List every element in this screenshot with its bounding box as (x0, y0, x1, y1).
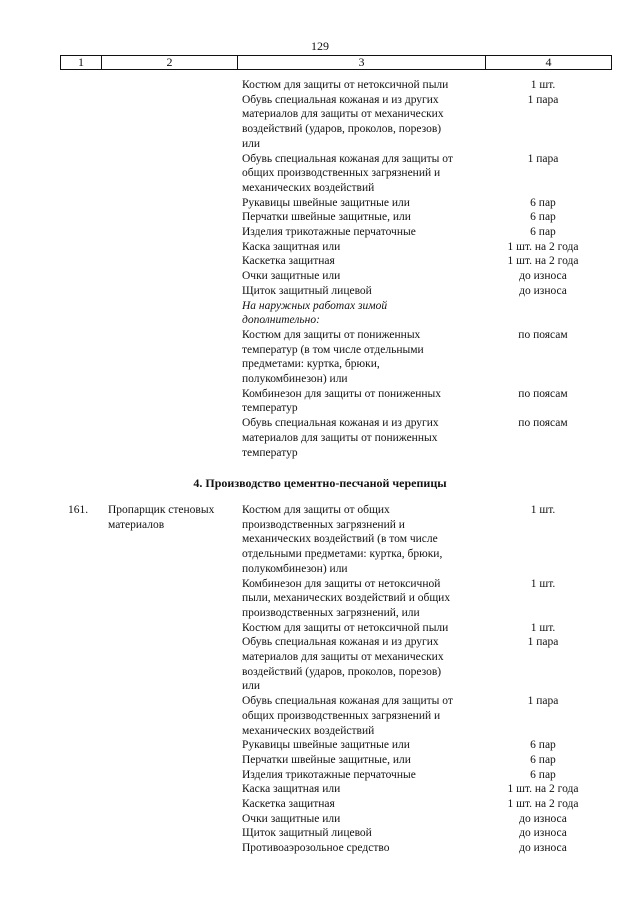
description-line: Перчатки швейные защитные, или (242, 211, 411, 224)
item-description (242, 797, 492, 812)
description-line: производственных загрязнений и (242, 518, 405, 531)
description-line: общих производственных загрязнений и (242, 709, 441, 722)
description-line: или (242, 680, 261, 693)
item-quantity: 1 шт. (530, 621, 556, 634)
item-quantity: по поясам (518, 328, 568, 341)
description-line: Изделия трикотажные перчаточные (242, 226, 416, 238)
header-col-2: 2 (101, 56, 237, 69)
item-description (242, 694, 492, 738)
description-line: Противоаэрозольное средство (242, 842, 390, 855)
description-line: Каска защитная или (242, 783, 341, 796)
item-quantity: 1 шт. на 2 года (507, 240, 579, 253)
description-line: Щиток защитный лицевой (242, 827, 372, 840)
item-description (242, 577, 492, 621)
item-description (242, 284, 492, 299)
description-line: полукомбинезон) или (242, 373, 348, 385)
description-line: механических воздействий (в том числе (242, 533, 438, 546)
item-description (242, 299, 492, 328)
description-line: Обувь специальная кожаная и из других (242, 417, 439, 430)
description-line: Перчатки швейные защитные, или (242, 753, 411, 766)
description-line: материалов для защиты от механических (242, 651, 444, 663)
description-line: Костюм для защиты от нетоксичной пыли (242, 79, 449, 91)
item-quantity: до износа (519, 827, 567, 840)
description-line: На наружных работах зимой (242, 299, 388, 312)
description-line: воздействий (ударов, проколов, порезов) (242, 123, 442, 136)
entry-profession (108, 503, 238, 532)
item-description (242, 152, 492, 196)
item-description (242, 210, 492, 225)
item-quantity: 1 шт. на 2 года (507, 798, 579, 810)
item-description (242, 387, 492, 416)
item-description (242, 78, 492, 93)
item-quantity: по поясам (518, 387, 568, 400)
section-title: 4. Производство цементно-песчаной черепицы (193, 476, 447, 490)
item-quantity: 1 пара (527, 152, 559, 165)
item-description (242, 93, 492, 152)
item-description (242, 503, 492, 577)
description-line: температур (в том числе отдельными (242, 343, 424, 356)
description-line: механических воздействий (242, 724, 375, 737)
description-line: Костюм для защиты от нетоксичной пыли (242, 621, 449, 634)
description-line: Щиток защитный лицевой (242, 284, 372, 297)
item-quantity: 6 пар (530, 226, 556, 238)
entry-number: 161. (68, 504, 89, 516)
description-line: предметами: куртка, брюки, (242, 358, 380, 371)
description-line: пыли, механических воздействий и общих (242, 592, 451, 605)
description-line: материалов для защиты от механических (242, 108, 444, 121)
item-quantity: 1 пара (527, 93, 559, 106)
item-quantity: 1 пара (527, 695, 559, 708)
item-description (242, 269, 492, 284)
description-line: Костюм для защиты от общих (242, 504, 390, 516)
description-line: или (242, 137, 261, 150)
item-description (242, 328, 492, 387)
item-quantity: до износа (519, 284, 567, 297)
item-description (242, 416, 492, 460)
profession-line: материалов (108, 518, 165, 531)
page-number: 129 (311, 39, 329, 53)
description-line: температур (242, 402, 298, 415)
description-line: дополнительно: (242, 314, 320, 327)
item-description (242, 812, 492, 827)
header-col-4: 4 (485, 56, 611, 69)
description-line: материалов для защиты от пониженных (242, 431, 438, 444)
item-quantity: 1 шт. (530, 577, 556, 590)
description-line: производственных загрязнений, или (242, 606, 420, 619)
header-col-1: 1 (78, 55, 84, 69)
description-line: отдельными предметами: куртка, брюки, (242, 548, 443, 561)
item-quantity: 6 пар (530, 739, 556, 752)
item-quantity: по поясам (518, 417, 568, 430)
item-quantity: 1 шт. (530, 79, 556, 91)
table-header (60, 55, 612, 70)
item-description (242, 826, 492, 841)
profession-line: Пропарщик стеновых (108, 504, 215, 516)
item-quantity: до износа (519, 270, 567, 283)
description-line: Очки защитные или (242, 270, 341, 283)
item-description (242, 196, 492, 211)
description-line: Обувь специальная кожаная для защиты от (242, 695, 453, 708)
description-line: Каска защитная или (242, 240, 341, 253)
description-line: механических воздействий (242, 181, 375, 194)
description-line: Обувь специальная кожаная и из других (242, 636, 439, 649)
item-quantity: 1 шт. на 2 года (507, 255, 579, 268)
item-description (242, 738, 492, 753)
item-quantity: 6 пар (530, 196, 556, 209)
description-line: Обувь специальная кожаная для защиты от (242, 152, 453, 165)
item-description (242, 621, 492, 636)
description-line: воздействий (ударов, проколов, порезов) (242, 665, 442, 678)
description-line: Каскетка защитная (242, 798, 335, 810)
description-line: Комбинезон для защиты от пониженных (242, 387, 441, 400)
item-quantity: 1 шт. (530, 504, 556, 516)
item-description (242, 254, 492, 269)
item-quantity: 1 пара (527, 636, 559, 649)
item-description (242, 782, 492, 797)
description-line: общих производственных загрязнений и (242, 167, 441, 180)
description-line: Костюм для защиты от пониженных (242, 328, 421, 341)
description-line: Обувь специальная кожаная и из других (242, 93, 439, 106)
item-description (242, 635, 492, 694)
item-description (242, 225, 492, 240)
description-line: Рукавицы швейные защитные или (242, 196, 410, 209)
item-description (242, 753, 492, 768)
description-line: Комбинезон для защиты от нетоксичной (242, 577, 441, 590)
item-description (242, 768, 492, 783)
description-line: Очки защитные или (242, 812, 341, 825)
header-col-3: 3 (237, 56, 485, 69)
item-quantity: 6 пар (530, 753, 556, 766)
item-quantity: до износа (519, 842, 567, 855)
item-quantity: 6 пар (530, 211, 556, 224)
description-line: Каскетка защитная (242, 255, 335, 268)
item-quantity: 1 шт. на 2 года (507, 783, 579, 796)
description-line: Рукавицы швейные защитные или (242, 739, 410, 752)
item-description (242, 240, 492, 255)
description-line: температур (242, 446, 298, 459)
description-line: Изделия трикотажные перчаточные (242, 768, 416, 781)
item-description (242, 841, 492, 856)
item-quantity: до износа (519, 812, 567, 825)
description-line: полукомбинезон) или (242, 562, 348, 575)
item-quantity: 6 пар (530, 768, 556, 781)
